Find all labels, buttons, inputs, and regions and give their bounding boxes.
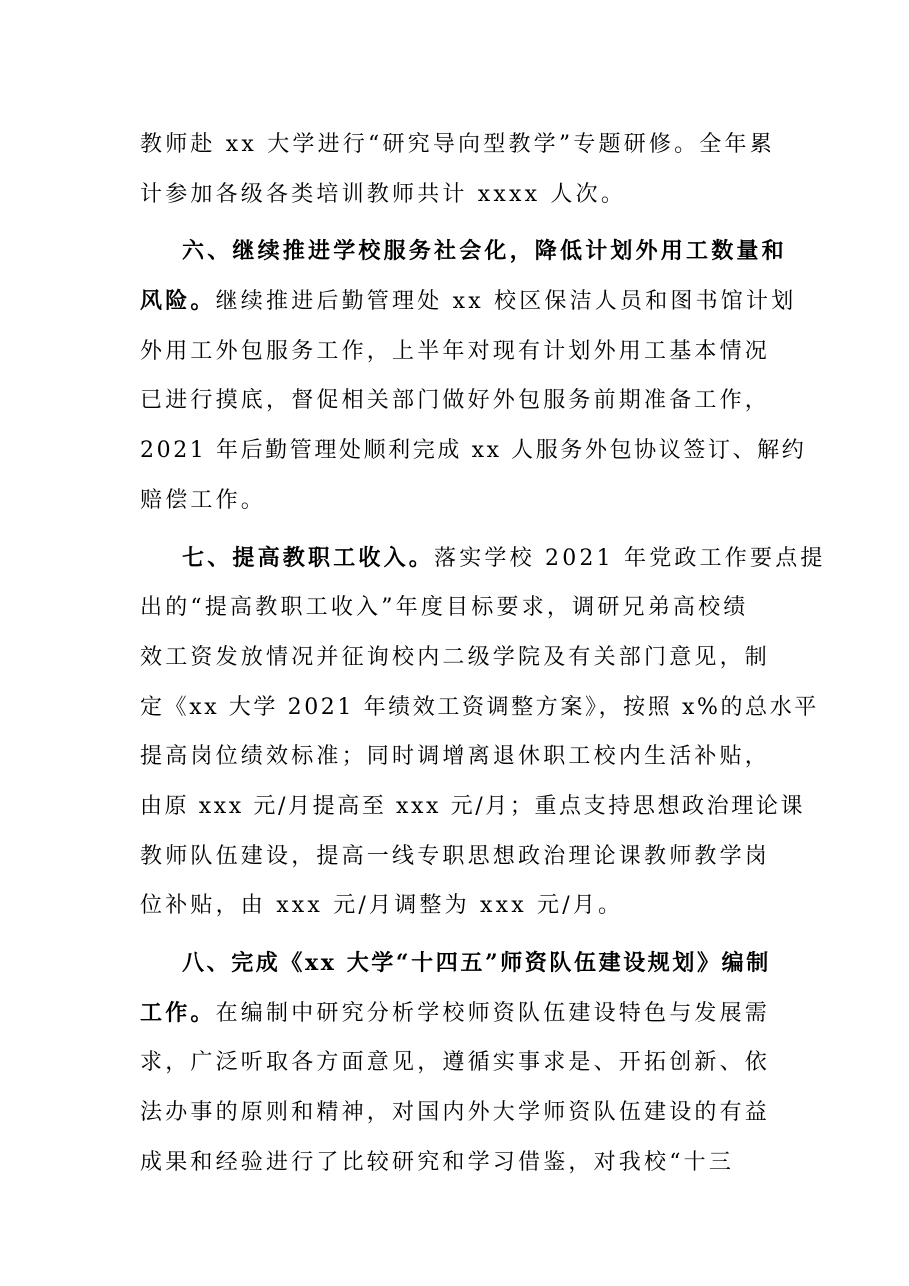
section-heading: 六、继续推进学校服务社会化，降低计划外用工数量和	[182, 238, 787, 265]
paragraph-line	[140, 1088, 770, 1138]
body-text: 教师赴 xx 大学进行“研究导向型教学”专题研修。全年累	[140, 132, 775, 157]
body-text: 定《xx 大学 2021 年绩效工资调整方案》，按照 x%的总水平	[140, 694, 819, 720]
paragraph-line	[140, 832, 770, 882]
body-text: 继续推进后勤管理处 xx 校区保洁人员和图书馆计划	[215, 289, 797, 315]
body-text: 在编制中研究分析学校师资队伍建设特色与发展需	[215, 1000, 771, 1026]
section-heading: 工作。	[140, 999, 216, 1026]
paragraph-line	[140, 426, 807, 476]
body-text: 提高岗位绩效标准；同时调增离退休职工校内生活补贴，	[140, 744, 771, 770]
paragraph-line	[140, 1038, 770, 1088]
body-text: 教师队伍建设，提高一线专职思想政治理论课教师教学岗	[140, 843, 771, 869]
body-text: 位补贴，由 xxx 元/月调整为 xxx 元/月。	[140, 893, 624, 919]
paragraph-line	[140, 1138, 770, 1188]
body-text: 由原 xxx 元/月提高至 xxx 元/月；重点支持思想政治理论课	[140, 793, 806, 819]
body-text: 2021 年后勤管理处顺利完成 xx 人服务外包协议签订、解约	[140, 438, 807, 464]
section-heading: 八、完成《xx 大学“十四五”师资队伍建设规划》编制	[182, 950, 771, 976]
paragraph-line	[140, 633, 770, 683]
paragraph-line	[140, 989, 770, 1039]
body-text: 落实学校 2021 年党政工作要点提	[434, 545, 826, 571]
paragraph-line	[140, 170, 770, 220]
paragraph-line	[140, 782, 806, 832]
body-text: 计参加各级各类培训教师共计 xxxx 人次。	[140, 181, 627, 207]
section-heading: 风险。	[140, 288, 216, 315]
paragraph-line	[140, 583, 770, 633]
paragraph-line	[140, 683, 819, 733]
body-text: 赔偿工作。	[140, 487, 267, 513]
body-text: 已进行摸底，督促相关部门做好外包服务前期准备工作，	[140, 388, 771, 414]
body-text: 外用工外包服务工作，上半年对现有计划外用工基本情况	[140, 338, 771, 364]
paragraph-gap	[140, 526, 770, 534]
paragraph-line	[140, 534, 826, 584]
paragraph-line	[140, 327, 770, 377]
paragraph-line	[140, 120, 775, 170]
body-text: 法办事的原则和精神，对国内外大学师资队伍建设的有益	[140, 1100, 771, 1126]
body-text: 效工资发放情况并征询校内二级学院及有关部门意见，制	[140, 644, 771, 670]
paragraph-gap	[140, 219, 770, 227]
section-heading: 七、提高教职工收入。	[182, 544, 435, 571]
body-text: 出的“提高教职工收入”年度目标要求，调研兄弟高校绩	[140, 595, 749, 621]
body-text: 求，广泛听取各方面意见，遵循实事求是、开拓创新、依	[140, 1050, 771, 1076]
paragraph-line	[140, 881, 770, 931]
paragraph-line	[140, 476, 770, 526]
paragraph-line	[140, 277, 797, 327]
document-body	[140, 120, 826, 1187]
paragraph-gap	[140, 931, 770, 939]
body-text: 成果和经验进行了比较研究和学习借鉴，对我校“十三	[140, 1149, 735, 1175]
paragraph-line	[140, 939, 770, 989]
paragraph-line	[140, 732, 770, 782]
paragraph-line	[140, 376, 770, 426]
paragraph-line	[140, 227, 787, 277]
